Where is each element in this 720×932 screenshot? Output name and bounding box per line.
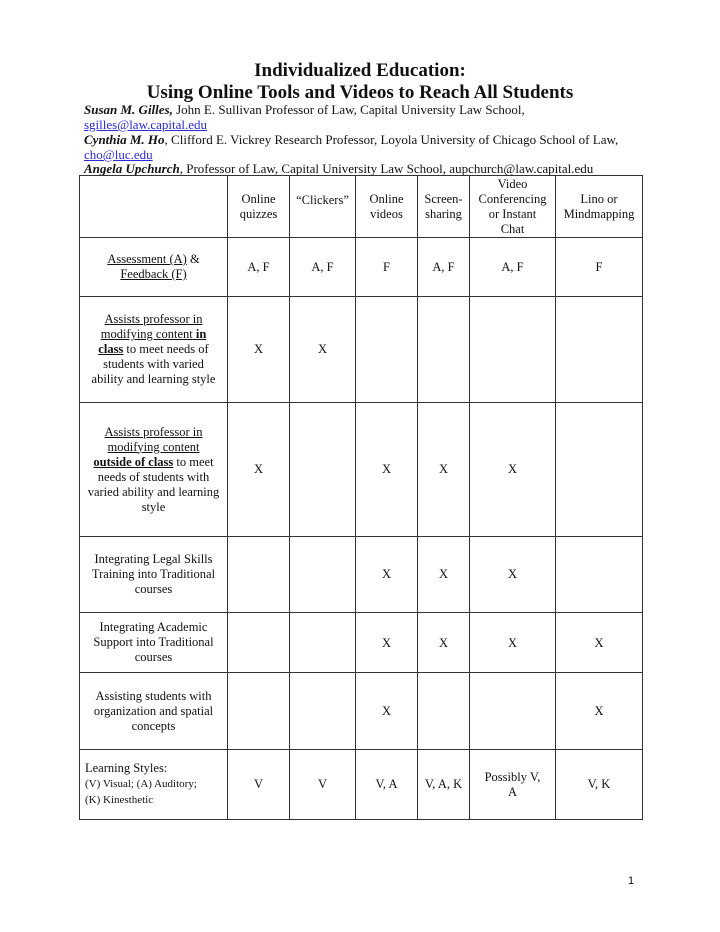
table-cell: X [418,613,470,673]
row-label: Assists professor in modifying content outside of class to meet needs of students with varied ability and learning style [80,403,228,537]
row-label: Learning Styles: (V) Visual; (A) Auditory; (K) Kinesthetic [80,750,228,820]
table-cell: X [290,297,356,403]
author-line-gilles [84,102,525,118]
table-row [80,238,643,297]
author-line-ho [84,132,618,148]
page-number: 1 [628,875,635,887]
table-cell: F [356,238,418,297]
table-cell: X [418,403,470,537]
table-cell [470,673,556,750]
row-label: Integrating Academic Support into Traditional courses [80,613,228,673]
column-header: Online quizzes [228,176,290,238]
table-cell: X [356,613,418,673]
table-row [80,750,643,820]
table-cell: X [470,537,556,613]
author-email-link[interactable]: sgilles@law.capital.edu [84,117,208,132]
author-email-line [84,117,207,133]
author-affiliation: , Professor of Law, Capital University Law School, aupchurch@law.capital.edu [179,161,594,176]
column-header: Screen- sharing [418,176,470,238]
column-header: “Clickers” [290,176,356,238]
table-row [80,673,643,750]
document-title-line-2: Using Online Tools and Videos to Reach All Students [146,82,574,103]
table-cell: F [556,238,643,297]
table-cell [228,613,290,673]
author-affiliation: , Clifford E. Vickrey Research Professor, Loyola University of Chicago School of Law, [164,132,619,147]
row-label: Integrating Legal Skills Training into Traditional courses [80,537,228,613]
table-cell [290,673,356,750]
table-cell: Possibly V, A [470,750,556,820]
table-cell: X [228,403,290,537]
author-name: Cynthia M. Ho [84,132,165,147]
row-label: Assists professor in modifying content in class to meet needs of students with varied ability and learning style [80,297,228,403]
row-label: Assisting students with organization and spatial concepts [80,673,228,750]
author-name: Angela Upchurch [84,161,180,176]
table-cell [556,537,643,613]
row-label: Assessment (A) & Feedback (F) [80,238,228,297]
table-cell: V, K [556,750,643,820]
table-cell [356,297,418,403]
table-cell [556,403,643,537]
author-name: Susan M. Gilles, [84,102,173,117]
tools-matrix-table [79,175,643,820]
column-header: Online videos [356,176,418,238]
table-cell: X [470,403,556,537]
author-affiliation: John E. Sullivan Professor of Law, Capital University Law School, [172,102,525,117]
table-row [80,537,643,613]
table-cell: V [228,750,290,820]
document-title-line-1: Individualized Education: [254,60,466,81]
table-cell [290,537,356,613]
table-cell: X [556,673,643,750]
table-cell [556,297,643,403]
table-header-row [80,176,643,238]
table-row [80,403,643,537]
column-header: Lino or Mindmapping [556,176,643,238]
table-cell: A, F [290,238,356,297]
table-cell: V, A, K [418,750,470,820]
table-cell: A, F [418,238,470,297]
table-cell: X [556,613,643,673]
table-cell: V, A [356,750,418,820]
table-cell [228,673,290,750]
table-cell: X [356,673,418,750]
table-cell: X [356,403,418,537]
author-email-link[interactable]: cho@luc.edu [84,147,153,162]
header-empty-cell [80,176,228,238]
table-cell [228,537,290,613]
table-cell [290,613,356,673]
table-cell: A, F [470,238,556,297]
table-row [80,613,643,673]
table-cell [470,297,556,403]
table-cell: V [290,750,356,820]
column-header: Video Conferencing or Instant Chat [470,176,556,238]
table-cell [418,297,470,403]
table-cell [290,403,356,537]
table-cell [418,673,470,750]
table-cell: X [470,613,556,673]
table-row [80,297,643,403]
table-cell: X [418,537,470,613]
table-cell: A, F [228,238,290,297]
table-cell: X [356,537,418,613]
table-cell: X [228,297,290,403]
